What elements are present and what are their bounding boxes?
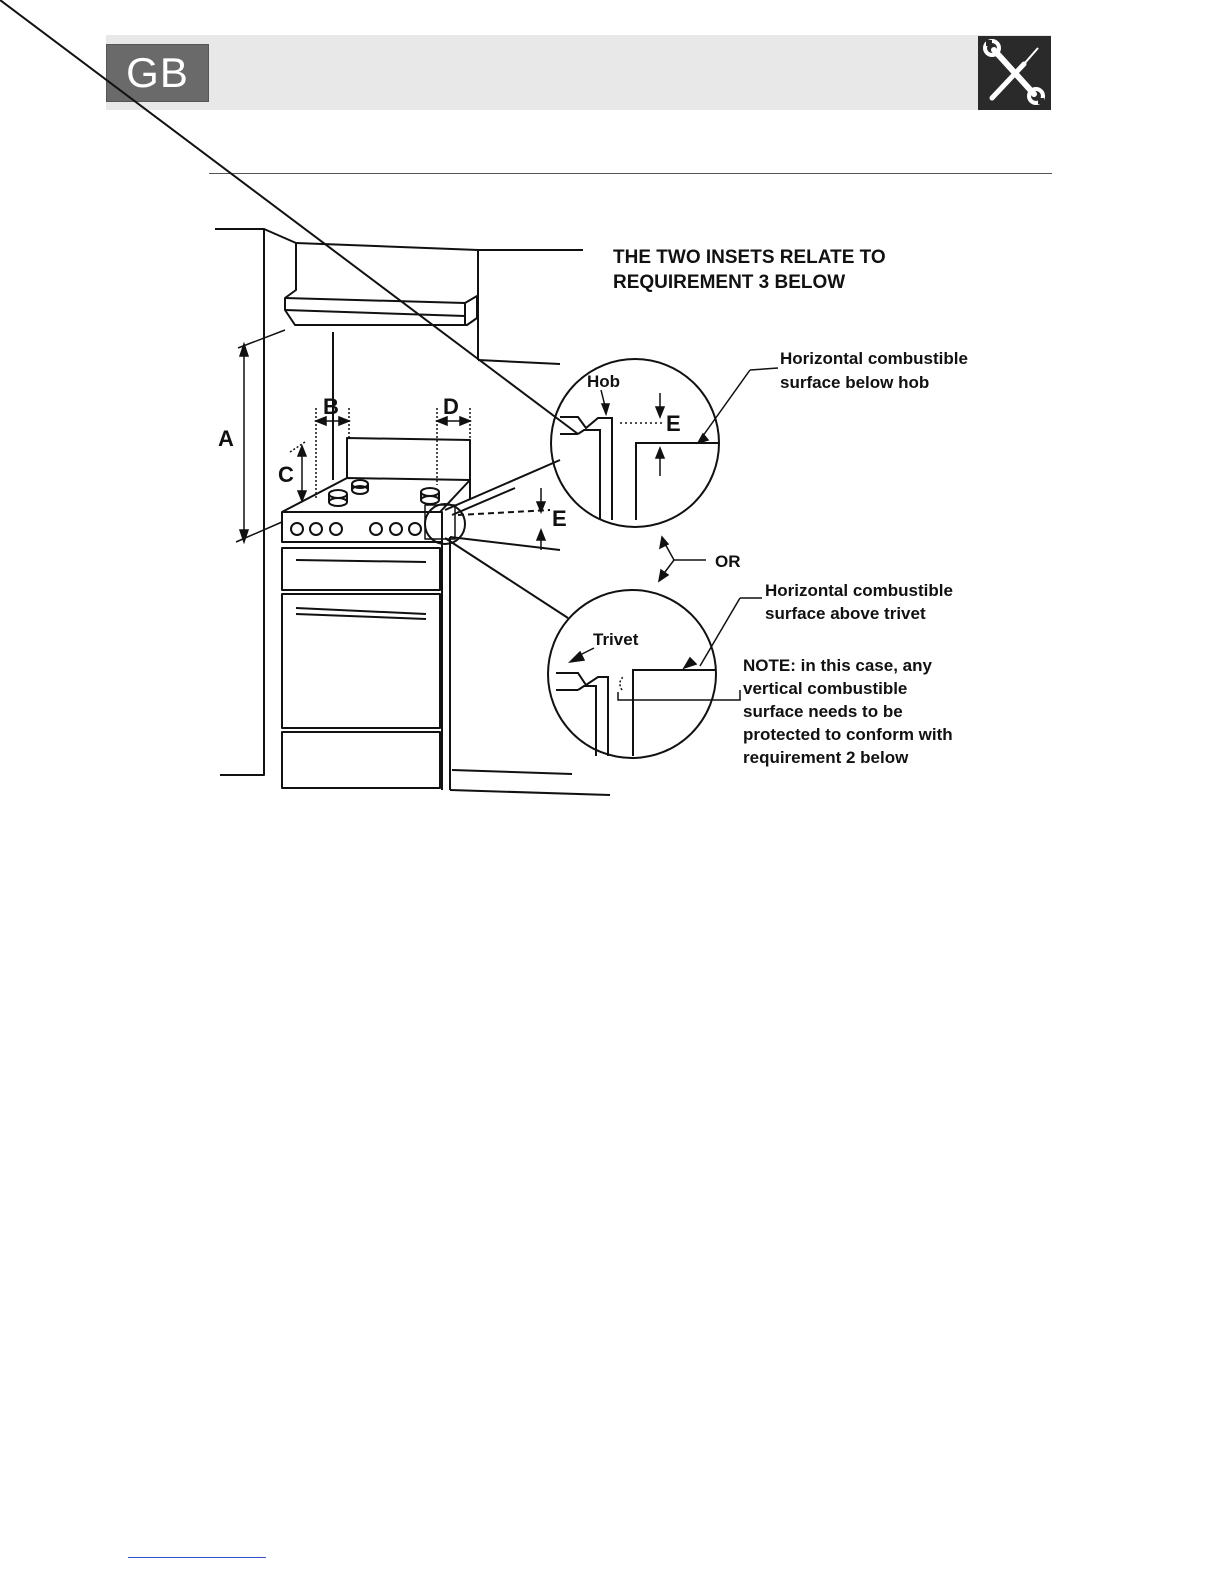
inset-trivet-label: Trivet (593, 630, 639, 649)
inset-hob-caption-line2: surface below hob (780, 373, 930, 392)
dimension-c-label: C (278, 462, 294, 487)
footer-link-underline[interactable] (128, 1557, 266, 1558)
inset-trivet-caption-line2: surface above trivet (765, 604, 926, 623)
language-badge: GB (106, 44, 209, 102)
diagram-title-line2: REQUIREMENT 3 BELOW (613, 272, 846, 293)
inset-hob-label: Hob (587, 372, 621, 391)
dimension-a-label: A (218, 426, 234, 451)
inset-trivet-caption-line1: Horizontal combustible (765, 581, 953, 600)
inset-hob-e-label: E (666, 411, 681, 436)
note-line1: NOTE: in this case, any (743, 656, 932, 675)
note-line3: surface needs to be (743, 702, 903, 721)
diagram-title-line1: THE TWO INSETS RELATE TO (613, 247, 886, 268)
storage-drawer (282, 732, 440, 788)
dimension-b-label: B (323, 394, 339, 419)
dimension-d-label: D (443, 394, 459, 419)
inset-hob-caption-line1: Horizontal combustible (780, 349, 968, 368)
grill-door (282, 548, 440, 590)
note-line2: vertical combustible (743, 679, 908, 698)
dimension-e-label: E (552, 506, 567, 531)
hob-top (282, 478, 470, 512)
note-line5: requirement 2 below (743, 748, 909, 767)
or-label: OR (715, 552, 741, 571)
or-connector (659, 537, 706, 581)
note-line4: protected to conform with (743, 725, 953, 744)
side-wall (215, 229, 264, 775)
inset-trivet (548, 590, 762, 758)
